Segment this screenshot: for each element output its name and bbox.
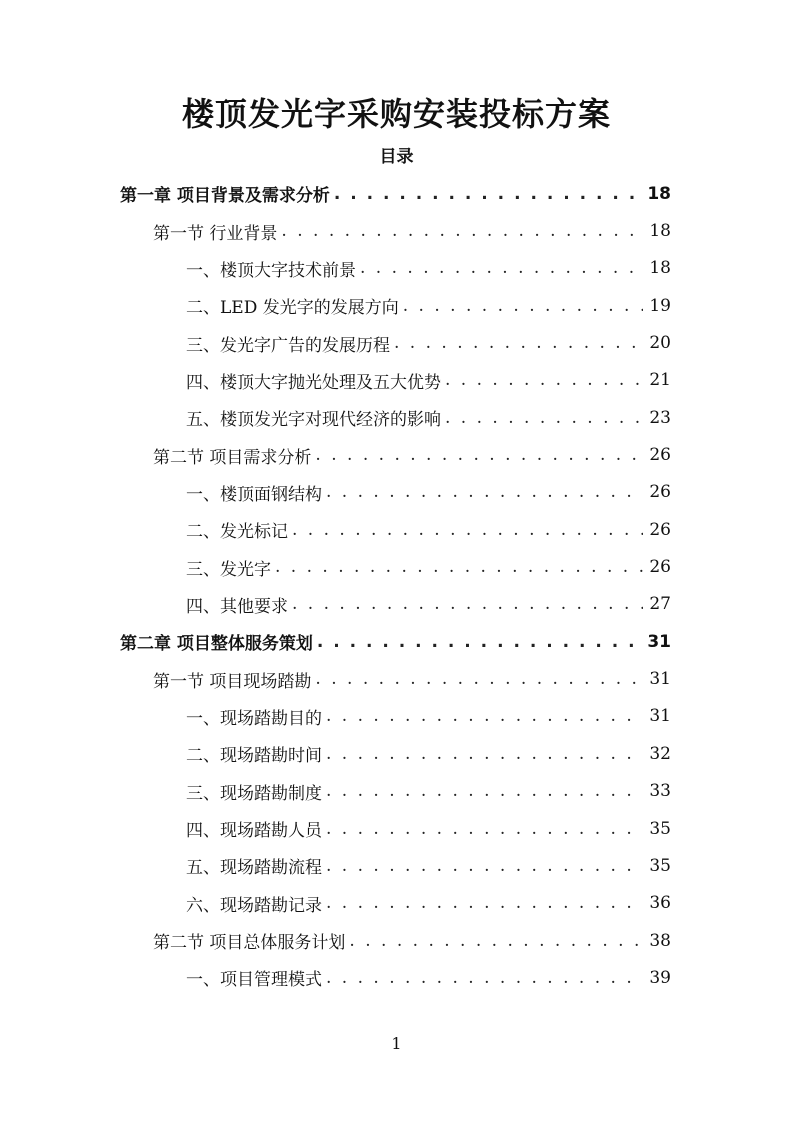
toc-entry-page-number: 20 [649, 333, 671, 354]
toc-entry-label: 四、其他要求 [186, 596, 288, 617]
toc-subsection-entry[interactable] [0, 810, 793, 847]
toc-dot-leader [326, 706, 643, 726]
toc-subsection-entry[interactable] [0, 548, 793, 585]
table-of-contents [0, 175, 793, 997]
toc-section-entry[interactable] [0, 436, 793, 473]
toc-entry-page-number: 32 [649, 743, 671, 764]
toc-subsection-entry[interactable] [0, 773, 793, 810]
toc-entry-page-number: 33 [649, 781, 671, 802]
toc-entry-label: 四、楼顶大字抛光处理及五大优势 [186, 372, 441, 393]
toc-entry-page-number: 31 [649, 669, 671, 690]
toc-entry-page-number: 27 [649, 594, 671, 615]
toc-entry-label: 一、现场踏勘目的 [186, 708, 322, 729]
toc-subsection-entry[interactable] [0, 735, 793, 772]
toc-subsection-entry[interactable] [0, 885, 793, 922]
document-title: 楼顶发光字采购安装投标方案 [181, 95, 611, 133]
toc-entry-page-number: 26 [649, 482, 671, 503]
toc-dot-leader [349, 931, 643, 951]
toc-entry-label: 第二节 项目需求分析 [153, 447, 312, 468]
toc-dot-leader [326, 781, 643, 801]
toc-dot-leader [281, 221, 643, 241]
toc-dot-leader [360, 258, 643, 278]
toc-entry-page-number: 18 [649, 258, 671, 279]
toc-section-entry[interactable] [0, 660, 793, 697]
toc-dot-leader [334, 184, 641, 204]
toc-heading: 目录 [379, 147, 414, 167]
toc-dot-leader [292, 520, 643, 540]
toc-dot-leader [326, 893, 643, 913]
toc-subsection-entry[interactable] [0, 698, 793, 735]
toc-entry-label: 一、楼顶大字技术前景 [186, 260, 356, 281]
toc-subsection-entry[interactable] [0, 399, 793, 436]
toc-entry-page-number: 18 [649, 221, 671, 242]
toc-entry-page-number: 39 [649, 967, 671, 988]
toc-subsection-entry[interactable] [0, 324, 793, 361]
toc-subsection-entry[interactable] [0, 586, 793, 623]
toc-dot-leader [445, 370, 643, 390]
page-number: 1 [391, 1034, 402, 1053]
toc-entry-label: 四、现场踏勘人员 [186, 821, 322, 842]
toc-dot-leader [326, 482, 643, 502]
toc-dot-leader [275, 557, 643, 577]
toc-entry-page-number: 38 [649, 930, 671, 951]
toc-section-entry[interactable] [0, 212, 793, 249]
toc-dot-leader [326, 856, 643, 876]
toc-entry-page-number: 36 [649, 893, 671, 914]
toc-entry-label: 五、现场踏勘流程 [186, 858, 322, 879]
toc-dot-leader [315, 669, 643, 689]
toc-dot-leader [326, 744, 643, 764]
toc-entry-page-number: 26 [649, 519, 671, 540]
toc-subsection-entry[interactable] [0, 250, 793, 287]
toc-subsection-entry[interactable] [0, 474, 793, 511]
toc-entry-label: 一、项目管理模式 [186, 970, 322, 991]
toc-entry-label: 第一章 项目背景及需求分析 [120, 186, 330, 207]
toc-entry-label: 三、现场踏勘制度 [186, 783, 322, 804]
toc-entry-page-number: 26 [649, 557, 671, 578]
toc-dot-leader [326, 968, 643, 988]
toc-entry-page-number: 35 [649, 855, 671, 876]
toc-dot-leader [403, 296, 644, 316]
toc-entry-page-number: 31 [647, 631, 671, 652]
toc-subsection-entry[interactable] [0, 287, 793, 324]
toc-subsection-entry[interactable] [0, 959, 793, 996]
toc-subsection-entry[interactable] [0, 847, 793, 884]
toc-entry-label: 第二章 项目整体服务策划 [120, 634, 313, 655]
toc-entry-page-number: 19 [649, 295, 671, 316]
toc-subsection-entry[interactable] [0, 511, 793, 548]
toc-section-entry[interactable] [0, 922, 793, 959]
toc-entry-label: 二、发光标记 [186, 522, 288, 543]
toc-entry-label: 三、发光字 [186, 559, 271, 580]
toc-dot-leader [394, 333, 643, 353]
toc-entry-label: 二、LED 发光字的发展方向 [186, 298, 399, 319]
toc-entry-page-number: 23 [649, 407, 671, 428]
toc-entry-page-number: 18 [647, 183, 671, 204]
toc-entry-page-number: 35 [649, 818, 671, 839]
toc-entry-label: 二、现场踏勘时间 [186, 746, 322, 767]
toc-entry-label: 三、发光字广告的发展历程 [186, 335, 390, 356]
toc-entry-label: 第二节 项目总体服务计划 [153, 933, 346, 954]
toc-chapter-entry[interactable] [0, 175, 793, 212]
toc-chapter-entry[interactable] [0, 623, 793, 660]
toc-entry-label: 一、楼顶面钢结构 [186, 484, 322, 505]
toc-entry-page-number: 31 [649, 706, 671, 727]
toc-dot-leader [315, 445, 643, 465]
toc-dot-leader [317, 632, 641, 652]
toc-entry-label: 第一节 行业背景 [153, 223, 278, 244]
toc-entry-label: 六、现场踏勘记录 [186, 895, 322, 916]
toc-entry-page-number: 21 [649, 370, 671, 391]
toc-entry-page-number: 26 [649, 445, 671, 466]
toc-dot-leader [445, 408, 643, 428]
toc-dot-leader [292, 594, 643, 614]
toc-entry-label: 第一节 项目现场踏勘 [153, 671, 312, 692]
toc-entry-label: 五、楼顶发光字对现代经济的影响 [186, 410, 441, 431]
toc-dot-leader [326, 819, 643, 839]
toc-subsection-entry[interactable] [0, 362, 793, 399]
